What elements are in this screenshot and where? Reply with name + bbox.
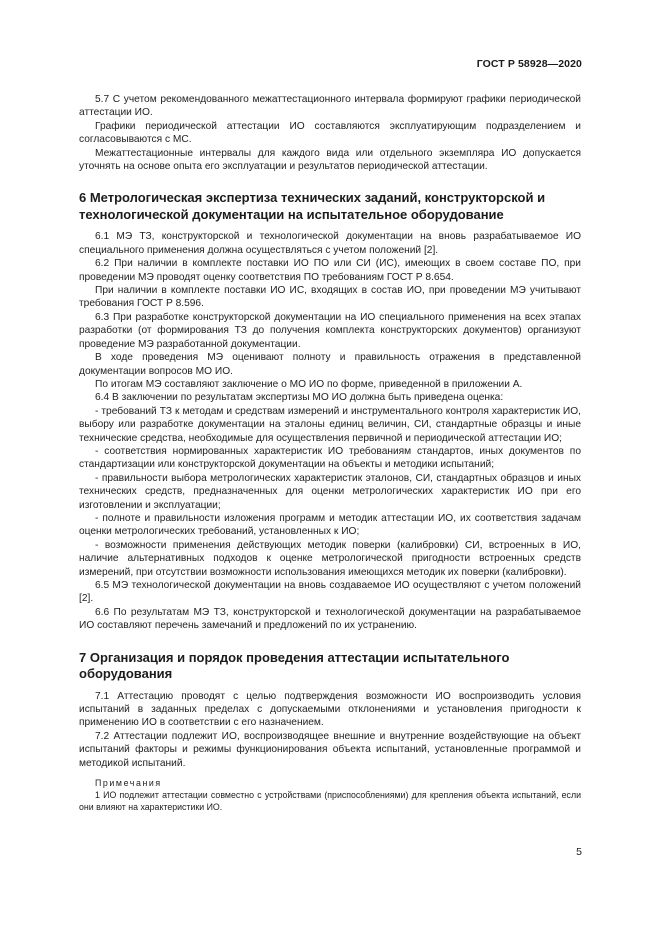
list-item: - соответствия нормированных характеристик ИО требованиям стандартов, иных документов по стандартизации или конструкторской документации на объекты и методики испытаний; xyxy=(79,445,581,471)
list-item: - правильности выбора метрологических характеристик эталонов, СИ, стандартных образцов и иных технических средств, предназначенных для оценки метрологических характеристик ИО при его изготовлении и эксплуатации; xyxy=(79,472,581,511)
note-item: 1 ИО подлежит аттестации совместно с устройствами (приспособлениями) для крепления объекта испытаний, если они влияют на характеристики ИО. xyxy=(79,790,581,813)
paragraph-6-5: 6.5 МЭ технологической документации на вновь создаваемое ИО осуществляют с учетом положений [2]. xyxy=(79,580,581,605)
list-item: - требований ТЗ к методам и средствам измерений и инструментального контроля характеристик ИО, выбору или разработке документации на эталоны единиц величин, СИ, стандартные образцы и иные технические средства, необходимые для осуществления первичной и периодической аттестации ИО; xyxy=(79,405,581,444)
paragraph-5-7: 5.7 С учетом рекомендованного межаттестационного интервала формируют графики периодической аттестации ИО. xyxy=(79,94,581,119)
paragraph-7-2: 7.2 Аттестации подлежит ИО, воспроизводящее внешние и внутренние воздействующие на объект испытаний факторы и режимы функционирования объекта испытаний, установленные программой и методикой испытаний. xyxy=(79,730,581,769)
paragraph: При наличии в комплекте поставки ИО ИС, входящих в состав ИО, при проведении МЭ учитывают требования ГОСТ Р 8.596. xyxy=(79,285,581,310)
paragraph: Межаттестационные интервалы для каждого вида или отдельного экземпляра ИО допускается уточнять на основе опыта его эксплуатации и результатов периодической аттестации. xyxy=(79,147,581,173)
paragraph-6-1: 6.1 МЭ ТЗ, конструкторской и технологической документации на вновь разрабатываемое ИО специального применения должна осуществляться с учетом положений [2]. xyxy=(79,231,581,256)
paragraph: В ходе проведения МЭ оценивают полноту и правильность отражения в представленной документации вопросов МО ИО. xyxy=(79,352,581,377)
paragraph: Графики периодической аттестации ИО составляются эксплуатирующим подразделением и согласовываются с МС. xyxy=(79,120,581,146)
paragraph-6-3: 6.3 При разработке конструкторской документации на ИО специального применения на всех этапах разработки (от формирования ТЗ до получения комплекта конструкторских документов) организуют проведение МЭ разработанной документации. xyxy=(79,311,581,350)
paragraph-7-1: 7.1 Аттестацию проводят с целью подтверждения возможности ИО воспроизводить условия испытаний в заданных пределах с допускаемыми отклонениями и установления пригодности к применению ИО в соответствии с его назначением. xyxy=(79,690,581,729)
paragraph-6-6: 6.6 По результатам МЭ ТЗ, конструкторской и технологической документации на разрабатываемое ИО составляют перечень замечаний и предложений по их устранению. xyxy=(79,606,581,632)
paragraph-6-4: 6.4 В заключении по результатам экспертизы МО ИО должна быть приведена оценка: xyxy=(95,392,504,404)
section-6-heading: 6 Метрологическая экспертиза технических заданий, конструкторской и технологической документации на испытательное оборудование xyxy=(79,190,546,222)
page-content xyxy=(79,93,581,813)
paragraph-6-2: 6.2 При наличии в комплекте поставки ИО ПО или СИ (ИС), имеющих в своем составе ПО, при проведении МЭ проводят оценку соответствия ПО требованиям ГОСТ Р 8.654. xyxy=(79,258,581,283)
list-item: - полноте и правильности изложения программ и методик аттестации ИО, их соответствия задачам оценки метрологических требований, установленных к ИО; xyxy=(79,512,581,538)
notes-title: Примечания xyxy=(95,778,162,789)
document-code: ГОСТ Р 58928—2020 xyxy=(476,58,582,70)
section-7-heading: 7 Организация и порядок проведения аттестации испытательного оборудования xyxy=(79,649,510,682)
paragraph: По итогам МЭ составляют заключение о МО ИО по форме, приведенной в приложении А. xyxy=(95,378,523,390)
list-item: - возможности применения действующих методик поверки (калибровки) СИ, встроенных в ИО, наличие альтернативных подходов к оценке метрологической пригодности встроенных средств измерений, при отсутствии возможности использования имеющихся методик их поверки (калибровки). xyxy=(79,539,581,578)
page-number: 5 xyxy=(576,846,582,858)
